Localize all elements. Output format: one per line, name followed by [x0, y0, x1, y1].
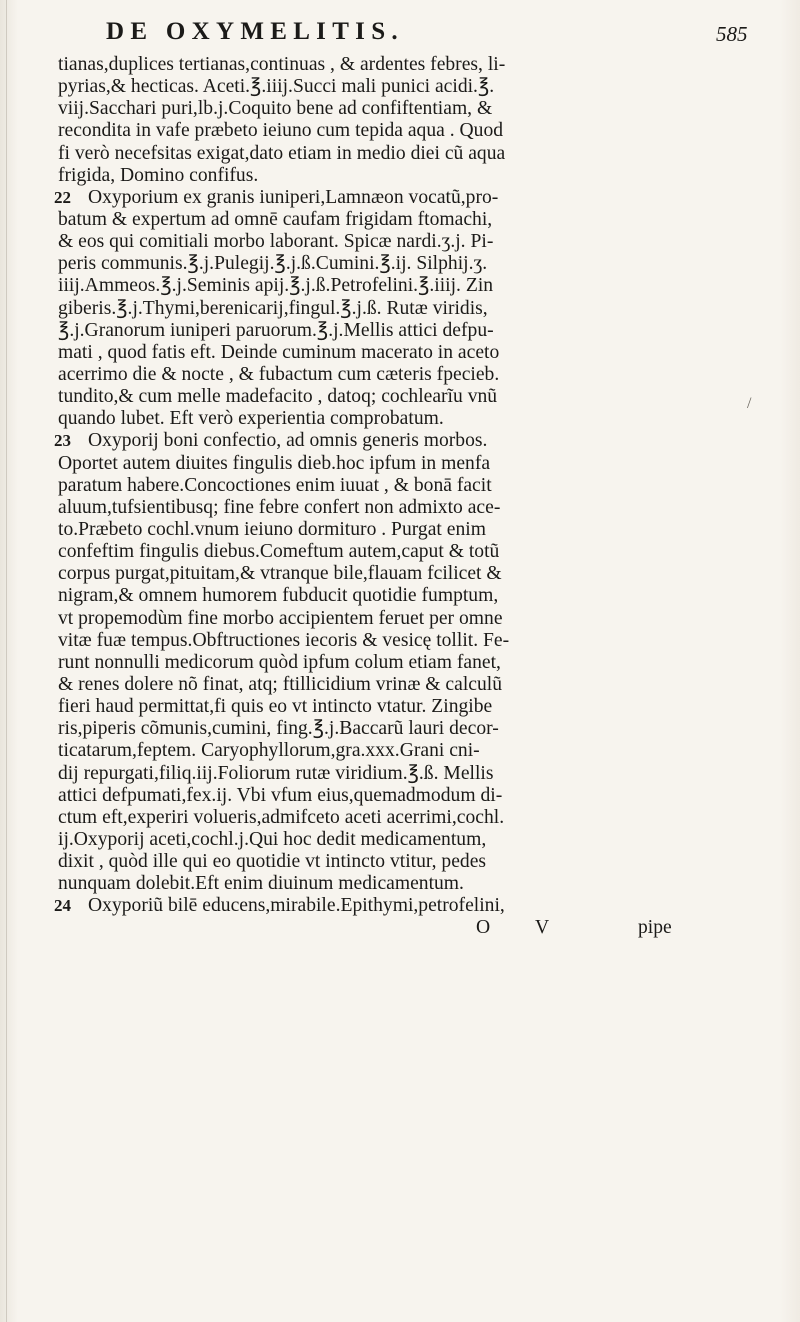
text-line [58, 453, 788, 475]
line-text: giberis.℥.j.Thymi,berenicarij,fingul.℥.j.ß. Rutæ viridis, [58, 297, 488, 319]
line-text: viij.Sacchari puri,lb.j.Coquito bene ad confiftentiam, & [58, 98, 493, 120]
line-text: Oportet autem diuites fingulis dieb.hoc ipfum in menfa [58, 452, 491, 474]
text-line [58, 275, 788, 297]
text-line [58, 608, 788, 630]
text-line [58, 364, 788, 386]
line-text: corpus purgat,pituitam,& vtranque bile,flauam fcilicet & [58, 563, 502, 585]
text-line [58, 231, 788, 253]
text-line [58, 386, 788, 408]
line-text: Oxyporij boni confectio, ad omnis generis morbos. [88, 430, 488, 452]
line-text: & eos qui comitiali morbo laborant. Spicæ nardi.ʒ.j. Pi- [58, 231, 494, 253]
catchword: pipe [638, 917, 672, 939]
line-text: frigida, Domino confifus. [58, 164, 259, 186]
text-line [58, 740, 788, 762]
line-text: fieri haud permittat,fi quis eo vt intincto vtatur. Zingibe [58, 696, 493, 718]
line-text: fi verò necefsitas exigat,dato etiam in medio diei cũ aqua [58, 142, 506, 164]
text-line [58, 652, 788, 674]
line-text: runt nonnulli medicorum quòd ipfum colum etiam fanet, [58, 651, 501, 673]
catchword-line [58, 917, 788, 939]
line-text: Oxyporium ex granis iuniperi,Lamnæon vocatũ,pro- [88, 186, 499, 208]
text-line [58, 54, 788, 76]
line-text: nunquam dolebit.Eft enim diuinum medicamentum. [58, 873, 464, 895]
text-line [58, 475, 788, 497]
line-text: recondita in vafe præbeto ieiuno cum tepida aqua . Quod [58, 120, 504, 142]
line-text: & renes dolere nõ finat, atq; ftillicidium vrinæ & calculũ [58, 673, 503, 695]
text-line [58, 807, 788, 829]
line-text: Oxyporiũ bilē educens,mirabile.Epithymi,petrofelini, [88, 895, 505, 917]
text-line [58, 696, 788, 718]
line-text: batum & expertum ad omnē caufam frigidam ftomachi, [58, 208, 493, 230]
text-line [58, 408, 788, 430]
text-line [58, 253, 788, 275]
page-header [0, 18, 800, 52]
recipe-number: 22 [54, 187, 71, 207]
text-line [58, 143, 788, 165]
line-text: tianas,duplices tertianas,continuas , & ardentes febres, li- [58, 54, 506, 75]
line-text: vitæ fuæ tempus.Obftructiones iecoris & vesicę tollit. Fe- [58, 629, 510, 651]
text-line [58, 585, 788, 607]
line-text: acerrimo die & nocte , & fubactum cum cæteris fpecieb. [58, 363, 500, 385]
text-line [58, 829, 788, 851]
text-line [58, 120, 788, 142]
text-line [58, 630, 788, 652]
text-line [58, 497, 788, 519]
line-text: dixit , quòd ille qui eo quotidie vt intincto vtitur, pedes [58, 851, 487, 873]
text-line [58, 98, 788, 120]
line-text: iiij.Ammeos.℥.j.Seminis apij.℥.j.ß.Petrofelini.℥.iiij. Zin [58, 275, 494, 297]
line-text: quando lubet. Eft verò experientia comprobatum. [58, 408, 444, 430]
text-line [58, 674, 788, 696]
text-line [58, 851, 788, 873]
signature-letter-o: O [476, 917, 491, 939]
text-line [58, 785, 788, 807]
margin-mark: / [747, 395, 752, 412]
line-text: to.Præbeto cochl.vnum ieiuno dormituro . Purgat enim [58, 518, 486, 540]
text-line [58, 873, 788, 895]
line-text: nigram,& omnem humorem fubducit quotidie fumptum, [58, 585, 499, 607]
recipe-number: 24 [54, 896, 71, 916]
text-line [58, 763, 788, 785]
line-text: mati , quod fatis eft. Deinde cuminum macerato in aceto [58, 341, 500, 363]
line-text: attici defpumati,fex.ij. Vbi vfum eius,quemadmodum di- [58, 784, 503, 806]
signature-letter-v: V [535, 917, 550, 939]
text-line [54, 186, 788, 209]
running-title: DE OXYMELITIS. [106, 18, 404, 45]
text-line [58, 519, 788, 541]
text-line [58, 209, 788, 231]
line-text: tundito,& cum melle madefacito , datoq; cochlearĩu vnũ [58, 386, 498, 408]
text-line [58, 165, 788, 187]
text-line [58, 342, 788, 364]
text-line [58, 76, 788, 98]
text-line [54, 895, 788, 917]
line-text: dij repurgati,filiq.iij.Foliorum rutæ viridium.℥.ß. Mellis [58, 762, 494, 784]
line-text: paratum habere.Concoctiones enim iuuat , & bonā facit [58, 474, 492, 496]
line-text: ris,piperis cõmunis,cumini, fing.℥.j.Baccarũ lauri decor- [58, 718, 499, 740]
line-text: confeftim fingulis diebus.Comeftum autem,caput & totũ [58, 541, 500, 563]
line-text: ij.Oxyporij aceti,cochl.j.Qui hoc dedit medicamentum, [58, 828, 487, 850]
line-text: vt propemodùm fine morbo accipientem feruet per omne [58, 607, 503, 629]
line-text: peris communis.℥.j.Pulegij.℥.j.ß.Cumini.℥.ij. Silphij.ʒ. [58, 253, 488, 275]
line-text: ticatarum,feptem. Caryophyllorum,gra.xxx.Grani cni- [58, 740, 480, 762]
line-text: ℥.j.Granorum iuniperi paruorum.℥.j.Mellis attici defpu- [58, 319, 494, 341]
text-line [58, 718, 788, 740]
recipe-number: 23 [54, 431, 71, 451]
line-text: aluum,tufsientibusq; fine febre confert non admixto ace- [58, 496, 501, 518]
text-line [58, 298, 788, 320]
text-line [58, 563, 788, 585]
line-text: pyrias,& hecticas. Aceti.℥.iiij.Succi mali punici acidi.℥. [58, 76, 495, 98]
text-line [54, 430, 788, 452]
text-line [58, 541, 788, 563]
gutter-line [6, 0, 7, 1322]
page-number: 585 [716, 22, 748, 46]
line-text: ctum eft,experiri volueris,admifceto aceti acerrimi,cochl. [58, 806, 505, 828]
body-text [54, 54, 788, 940]
text-line [58, 320, 788, 342]
